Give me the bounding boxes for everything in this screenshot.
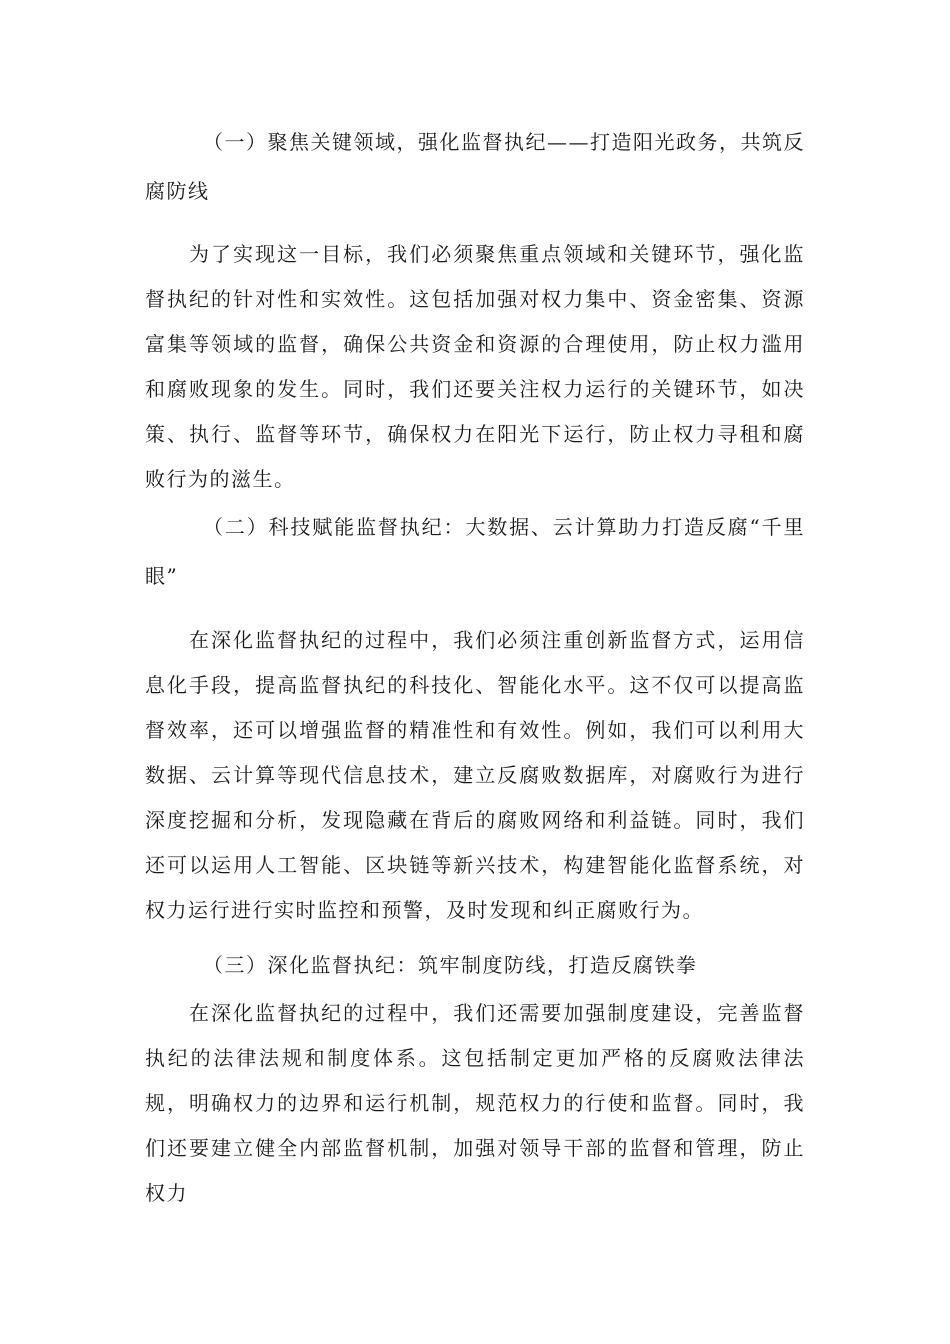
section-heading-3: （三）深化监督执纪：筑牢制度防线，打造反腐铁拳 — [203, 953, 698, 977]
section-heading-1: （一）聚焦关键领域，强化监督执纪——打造阳光政务，共筑反腐防线 — [145, 130, 805, 203]
section-paragraph-3: 在深化监督执纪的过程中，我们还需要加强制度建设，完善监督执纪的法律法规和制度体系。这包括制定更加严格的反腐败法律法规，明确权力的边界和运行机制，规范权力的行使和监督。同时，我们还要建立健全内部监督机制，加强对领导干部的监督和管理，防止权力 — [145, 1001, 805, 1205]
section-heading-2: （二）科技赋能监督执纪：大数据、云计算助力打造反腐“千里眼” — [145, 515, 805, 588]
section-paragraph-1: 为了实现这一目标，我们必须聚焦重点领域和关键环节，强化监督执纪的针对性和实效性。这包括加强对权力集中、资金密集、资源富集等领域的监督，确保公共资金和资源的合理使用，防止权力滥用和腐败现象的发生。同时，我们还要关注权力运行的关键环节，如决策、执行、监督等环节，确保权力在阳光下运行，防止权力寻租和腐败行为的滋生。 — [145, 242, 805, 491]
section-paragraph-2: 在深化监督执纪的过程中，我们必须注重创新监督方式，运用信息化手段，提高监督执纪的科技化、智能化水平。这不仅可以提高监督效率，还可以增强监督的精准性和有效性。例如，我们可以利用大数据、云计算等现代信息技术，建立反腐败数据库，对腐败行为进行深度挖掘和分析，发现隐藏在背后的腐败网络和利益链。同时，我们还可以运用人工智能、区块链等新兴技术，构建智能化监督系统，对权力运行进行实时监控和预警，及时发现和纠正腐败行为。 — [145, 628, 805, 922]
document-page — [145, 118, 805, 1216]
